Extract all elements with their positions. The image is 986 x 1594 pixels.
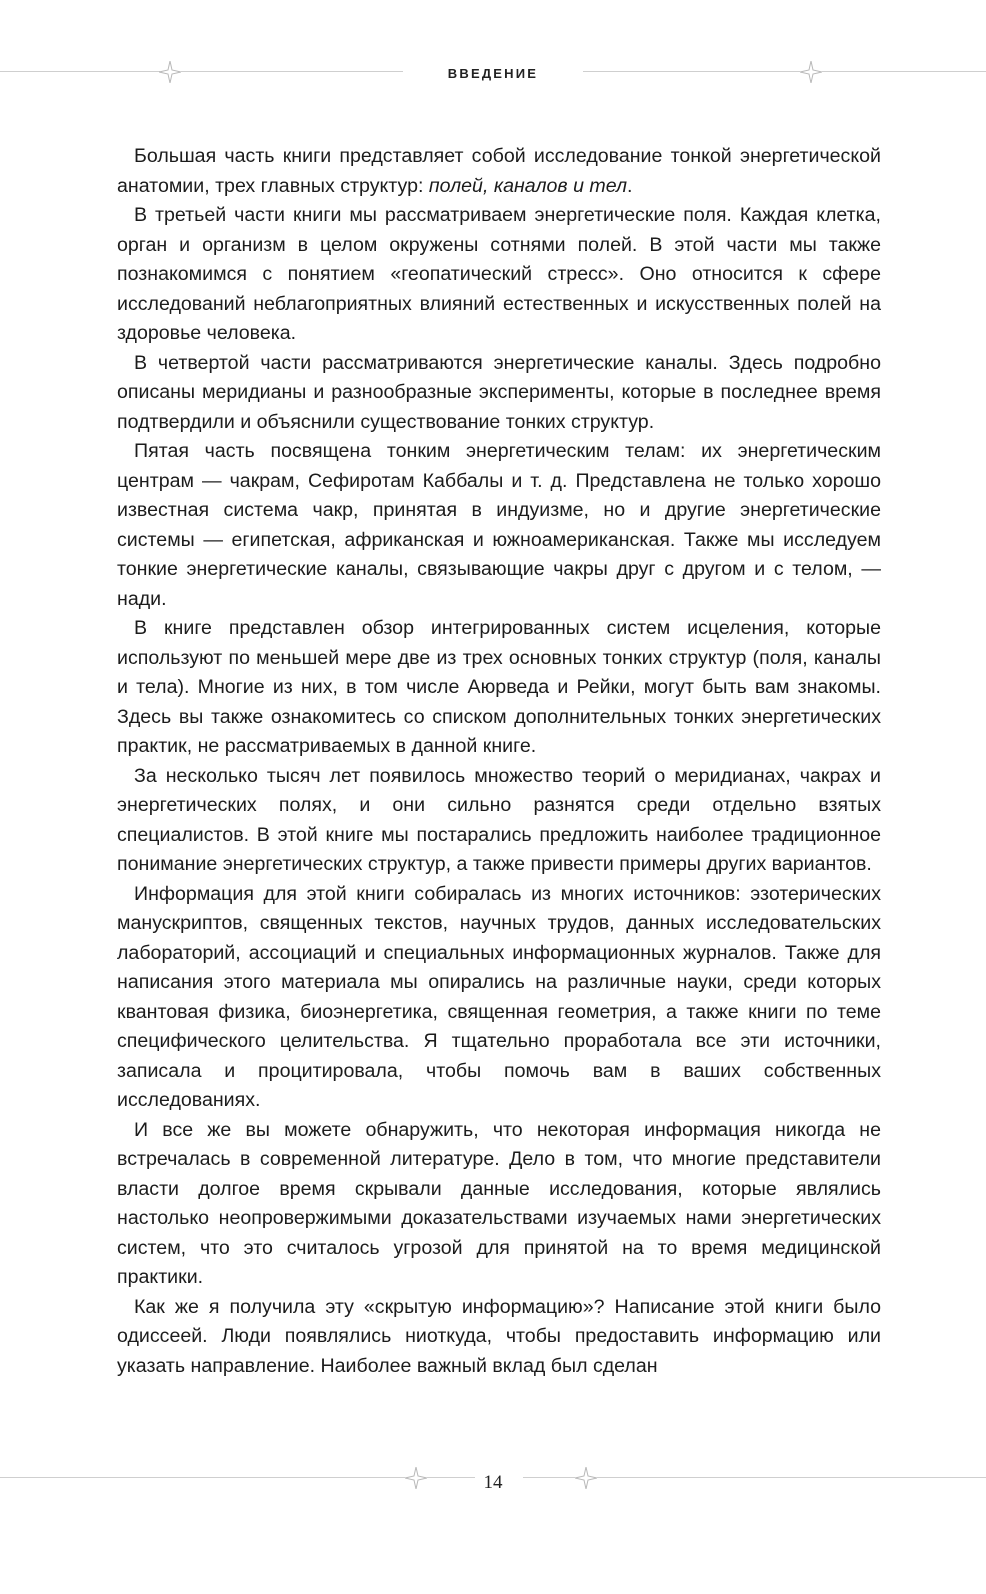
- paragraph: В четвертой части рассматриваются энергетические каналы. Здесь подробно описаны меридианы и разнообразные эксперименты, которые в последнее время подтвердили и объяснили существование тонких структур.: [117, 351, 881, 433]
- paragraph: Информация для этой книги собиралась из многих источников: эзотерических манускриптов, священных текстов, научных трудов, данных исследовательских лабораторий, ассоциаций и специальных информационных журналов. Также для написания этого материала мы опирались на различные науки, среди которых квантовая физика, биоэнергетика, священная геометрия, а также книги по теме специфического целительства. Я тщательно проработала все эти источники, записала и процитировала, чтобы помочь вам в ваших собственных исследованиях.: [117, 882, 881, 1111]
- paragraph: За несколько тысяч лет появилось множество теорий о меридианах, чакрах и энергетических полях, и они сильно разнятся среди отдельно взятых специалистов. В этой книге мы постарались предложить наиболее традиционное понимание энергетических структур, а также привести примеры других вариантов.: [117, 764, 881, 875]
- paragraph: Пятая часть посвящена тонким энергетическим телам: их энергетическим центрам — чакрам, Сефиротам Каббалы и т. д. Представлена не только хорошо известная система чакр, принятая в индуизме, но и другие энергетические системы — египетская, африканская и южноамериканская. Также мы исследуем тонкие энергетические каналы, связывающие чакры друг с другом и с телом, — нади.: [117, 440, 881, 610]
- paragraph-text: .: [627, 174, 633, 197]
- body-text: [117, 142, 881, 1381]
- emphasis-text: полей, каналов и тел: [428, 174, 628, 197]
- running-head: ВВЕДЕНИЕ: [447, 66, 539, 81]
- page-number: 14: [483, 1472, 503, 1493]
- paragraph: В третьей части книги мы рассматриваем энергетические поля. Каждая клетка, орган и организм в целом окружены сотнями полей. В этой части мы также познакомимся с понятием «геопатический стресс». Оно относится к сфере исследований неблагоприятных влияний естественных и искусственных полей на здоровье человека.: [117, 204, 881, 344]
- paragraph: В книге представлен обзор интегрированных систем исцеления, которые используют по меньшей мере две из трех основных тонких структур (поля, каналы и тела). Многие из них, в том числе Аюрведа и Рейки, могут быть вам знакомы. Здесь вы также ознакомитесь со списком дополнительных тонких энергетических практик, не рассматриваемых в данной книге.: [117, 617, 881, 757]
- paragraph-text: Большая часть книги представляет собой исследование тонкой энергетической анатомии, трех главных структур:: [117, 145, 881, 197]
- footer-rule-right: [597, 1477, 986, 1478]
- header-rule-right: [822, 71, 986, 72]
- footer-rule-center-right: [523, 1477, 575, 1478]
- header-rule-center-right: [583, 71, 800, 72]
- paragraph: И все же вы можете обнаружить, что некоторая информация никогда не встречалась в современной литературе. Дело в том, что многие представители власти долгое время скрывали данные исследования, которые являлись настолько неопровержимыми доказательствами изучаемых нами энергетических систем, что это считалось угрозой для принятой на то время медицинской практики.: [117, 1118, 881, 1288]
- paragraph: [117, 142, 881, 201]
- footer-star-right-icon: [575, 1467, 597, 1489]
- header-star-right-icon: [800, 61, 822, 83]
- paragraph: Как же я получила эту «скрытую информацию»? Написание этой книги было одиссеей. Люди появлялись ниоткуда, чтобы предоставить информацию или указать направление. Наиболее важный вклад был сделан: [117, 1295, 881, 1377]
